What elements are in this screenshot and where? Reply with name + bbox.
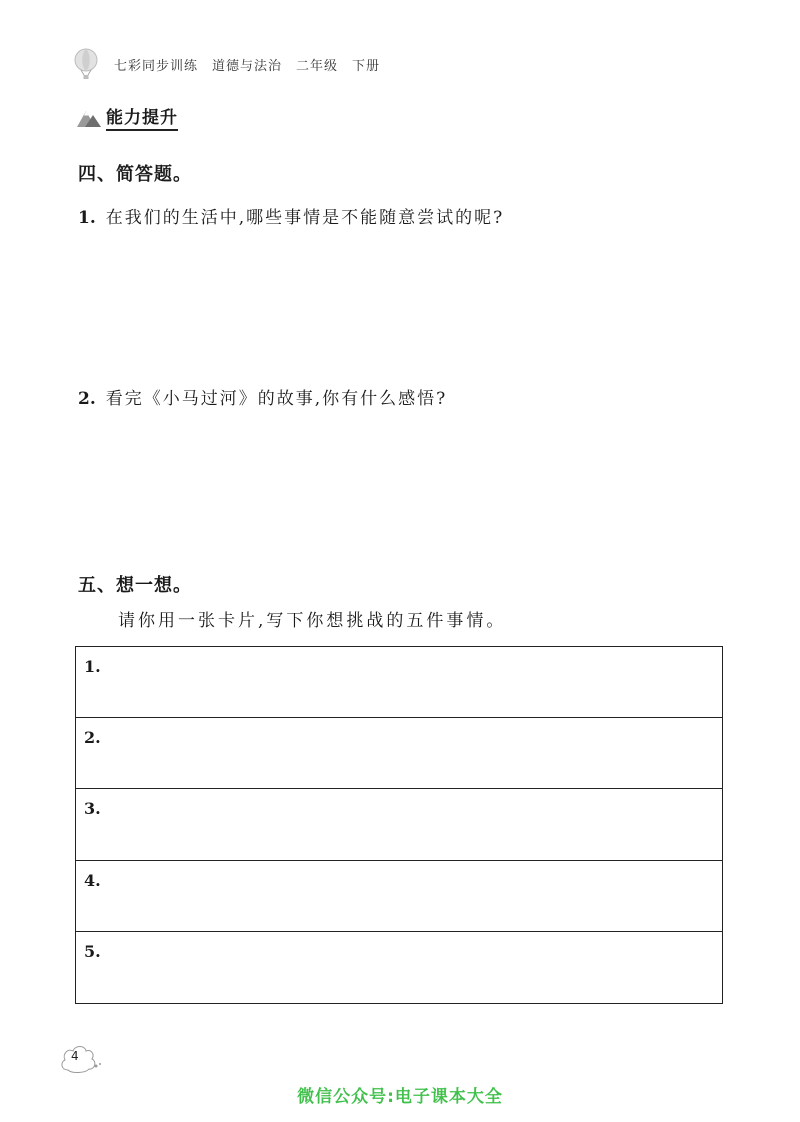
question-1 bbox=[78, 203, 504, 228]
mountain-icon bbox=[76, 106, 102, 128]
card-row[interactable] bbox=[76, 932, 722, 1003]
page-number-text: 4 bbox=[71, 1049, 79, 1063]
section-tag bbox=[76, 103, 178, 131]
question-number: 1. bbox=[78, 208, 96, 228]
header-title: 七彩同步训练 道德与法治 二年级 下册 bbox=[114, 58, 381, 74]
card-row[interactable] bbox=[76, 647, 722, 718]
card-row[interactable] bbox=[76, 861, 722, 932]
cloud-badge-icon bbox=[58, 1040, 106, 1076]
page-number bbox=[58, 1040, 106, 1076]
row-number: 2. bbox=[84, 728, 101, 748]
row-number: 4. bbox=[84, 870, 101, 890]
question-2 bbox=[78, 384, 447, 409]
card-row[interactable] bbox=[76, 789, 722, 860]
section4-heading: 四、简答题。 bbox=[78, 164, 192, 185]
page-header bbox=[72, 48, 380, 80]
question-number: 2. bbox=[78, 389, 96, 409]
watermark: 微信公众号:电子课本大全 bbox=[297, 1087, 503, 1107]
section-tag-label: 能力提升 bbox=[106, 103, 178, 131]
row-number: 3. bbox=[84, 799, 101, 819]
card-row[interactable] bbox=[76, 718, 722, 789]
section5-instruction: 请你用一张卡片,写下你想挑战的五件事情。 bbox=[118, 611, 507, 631]
balloon-logo-icon bbox=[72, 48, 100, 80]
row-number: 5. bbox=[84, 941, 101, 961]
question-text: 在我们的生活中,哪些事情是不能随意尝试的呢? bbox=[105, 208, 505, 228]
challenge-card-table bbox=[75, 646, 723, 1004]
section5-heading: 五、想一想。 bbox=[78, 575, 192, 596]
row-number: 1. bbox=[84, 657, 101, 676]
question-text: 看完《小马过河》的故事,你有什么感悟? bbox=[105, 389, 448, 409]
